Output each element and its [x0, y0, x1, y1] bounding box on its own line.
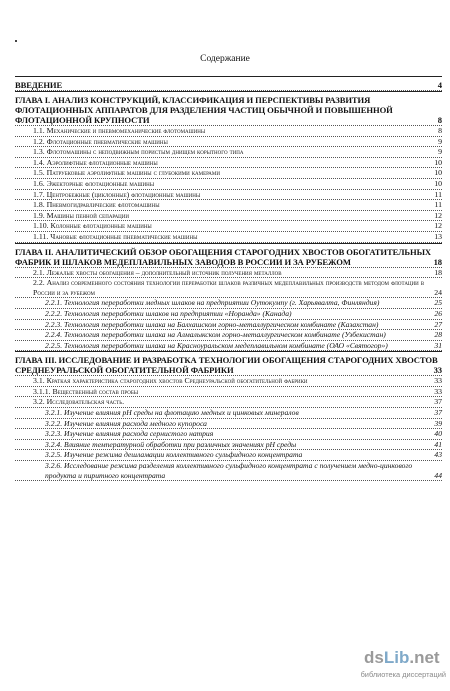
- toc-entry-text: 3.2.6. Исследование режима разделения коллективного сульфидного концентрата с получением медно-цинкового продукта и пиритного концентрата: [45, 461, 413, 480]
- toc-entry-text: 1.8. Пневмогидравлические флотомашины: [33, 200, 160, 210]
- toc-entry-text: 1.1. Механические и пневмомеханические флотомашины: [33, 126, 206, 135]
- toc-page-number: 9: [438, 136, 442, 146]
- toc-page-number: 4: [437, 80, 442, 90]
- watermark-logo: [364, 648, 440, 668]
- toc-page-number: 33: [434, 376, 442, 386]
- toc-entry-text: 2.1. Лежалые хвосты обогащения – дополнительный источник получения металлов: [33, 267, 282, 277]
- toc-page-number: 13: [434, 231, 442, 241]
- toc-page-number: 18: [434, 267, 442, 277]
- toc-page-number: 24: [434, 287, 442, 297]
- toc-subsection-entry[interactable]: [15, 450, 442, 461]
- toc-entry-text: 2.2.5. Технология переработки шлака на Красноуральском медеплавильном комбинате (ОАО «Святогор»): [45, 340, 388, 350]
- toc-page-number: 40: [434, 429, 442, 439]
- toc-entry-text: 1.10. Колонные флотационные машины: [33, 221, 152, 231]
- toc-entry-text: 3.1.1. Вещественный состав пробы: [33, 386, 139, 396]
- toc-page-number: 18: [433, 256, 442, 267]
- toc-section-entry[interactable]: [15, 397, 442, 408]
- toc-page-number: 39: [434, 418, 442, 428]
- toc-page-number: 44: [434, 470, 442, 480]
- toc-entry-text: 1.5. Патрубковые аэролифтные машины с глубокими камерами: [33, 168, 220, 178]
- toc-page-number: 9: [438, 147, 442, 157]
- toc-entry-text: ВВЕДЕНИЕ: [15, 80, 63, 90]
- toc-page-number: 25: [434, 298, 442, 308]
- toc-entry-text: 2.2.1. Технология переработки медных шлаков на предприятии Оутокумпу (г. Харьявалта, Финляндия): [45, 298, 380, 308]
- toc-section-entry[interactable]: [15, 211, 442, 222]
- toc-subsection-entry[interactable]: [15, 440, 442, 451]
- toc-chapter-entry[interactable]: [15, 247, 442, 268]
- toc-entry-text: 3.2.1. Изучение влияния pH среды на флотацию медных и цинковых минералов: [45, 408, 299, 418]
- toc-section-entry[interactable]: [15, 200, 442, 211]
- chapter-rule: [15, 243, 442, 244]
- toc-entry-text: 2.2. Анализ современного состояния технологии переработки шлаков различных медеплавильных производств методом флотации в России и за рубежом: [33, 278, 425, 297]
- toc-entry-text: 1.4. Аэролифтные флотационные машины: [33, 157, 158, 167]
- chapter-rule: [15, 91, 442, 92]
- toc-page-number: 31: [434, 340, 442, 350]
- chapter-rule: [15, 351, 442, 352]
- toc-page-number: 10: [434, 178, 442, 188]
- toc-subsection-entry[interactable]: [15, 461, 442, 481]
- toc-entry-text: 2.2.3. Технология переработки шлака на Балхашском горно-металлургическом комбинате (Казахстан): [45, 319, 379, 329]
- toc-page-number: 41: [434, 439, 442, 449]
- toc-section-entry[interactable]: [15, 158, 442, 169]
- toc-chapter-entry[interactable]: [15, 355, 442, 376]
- toc-entry-text: 2.2.4. Технология переработки шлака на Алмалыкском горно-металлургическом комбинате (Узбекистан): [45, 330, 386, 340]
- toc-subsection-entry[interactable]: [15, 341, 442, 352]
- toc-subsection-entry[interactable]: [15, 320, 442, 331]
- toc-page-number: 10: [434, 157, 442, 167]
- toc-page-number: 43: [434, 450, 442, 460]
- toc-section-entry[interactable]: [15, 376, 442, 387]
- toc-entry-text: 1.9. Машины пенной сепарации: [33, 210, 130, 220]
- toc-section-entry[interactable]: [15, 137, 442, 148]
- toc-entry-text: ГЛАВА III. ИССЛЕДОВАНИЕ И РАЗРАБОТКА ТЕХНОЛОГИИ ОБОГАЩЕНИЯ СТАРОГОДНИХ ХВОСТОВ СРЕДНЕУРАЛЬСКОЙ ОБОГАТИТЕЛЬНОЙ ФАБРИКИ: [15, 355, 438, 376]
- toc-entry-text: 3.1. Краткая характеристика старогодних хвостов Среднеуральской обогатительной фабрики: [33, 376, 308, 386]
- toc-subsection-entry[interactable]: [15, 330, 442, 341]
- toc-page-number: 12: [434, 221, 442, 231]
- toc-page-number: 12: [434, 210, 442, 220]
- toc-section-entry[interactable]: [15, 126, 442, 137]
- toc-page-number: 26: [434, 308, 442, 318]
- toc-entry-text: ГЛАВА II. АНАЛИТИЧЕСКИЙ ОБЗОР ОБОГАЩЕНИЯ СТАРОГОДНИХ ХВОСТОВ ОБОГАТИТЕЛЬНЫХ ФАБРИК И ШЛАКОВ МЕДЕПЛАВИЛЬНЫХ ЗАВОДОВ В РОССИИ И ЗА РУБЕЖОМ: [15, 246, 432, 267]
- toc-subsection-entry[interactable]: [15, 429, 442, 440]
- toc-page-number: 33: [433, 365, 442, 376]
- table-of-contents: [15, 76, 442, 481]
- watermark-logo-lib: Lib: [383, 648, 410, 667]
- toc-entry-text: 1.2. Флотационные пневматические машины: [33, 136, 168, 146]
- toc-chapter-entry[interactable]: [15, 80, 442, 91]
- toc-section-entry[interactable]: [15, 278, 442, 298]
- toc-section-entry[interactable]: [15, 268, 442, 279]
- toc-page-number: 11: [434, 200, 442, 210]
- toc-chapter-entry[interactable]: [15, 95, 442, 126]
- toc-subsection-entry[interactable]: [15, 408, 442, 419]
- toc-entry-text: 1.11. Чановые флотационные пневматические машины: [33, 231, 198, 241]
- toc-subsection-entry[interactable]: [15, 309, 442, 320]
- toc-entry-text: 3.2.2. Изучение влияния расхода медного купороса: [45, 418, 207, 428]
- toc-entry-text: 3.2. Исследовательская часть.: [33, 397, 125, 407]
- toc-page-number: 37: [434, 408, 442, 418]
- toc-section-entry[interactable]: [15, 190, 442, 201]
- toc-page-number: 37: [434, 397, 442, 407]
- toc-section-entry[interactable]: [15, 221, 442, 232]
- toc-entry-text: 1.6. Эжекторные флотационные машины: [33, 178, 155, 188]
- toc-page-number: 33: [434, 386, 442, 396]
- toc-page-number: 28: [434, 330, 442, 340]
- toc-entry-text: 1.3. Флотомашины с неподвижным пористым днищем корытного типа: [33, 147, 244, 157]
- toc-entry-text: ГЛАВА I. АНАЛИЗ КОНСТРУКЦИЙ, КЛАССИФИКАЦИЯ И ПЕРСПЕКТИВЫ РАЗВИТИЯ ФЛОТАЦИОННЫХ АППАРАТОВ ДЛЯ РАЗДЕЛЕНИЯ ЧАСТИЦ ОБЫЧНОЙ И ПОВЫШЕННОЙ ФЛОТАЦИОННОЙ КРУПНОСТИ: [15, 95, 393, 125]
- toc-entry-text: 3.2.4. Влияние температурной обработки при различных значениях pH среды: [45, 439, 297, 449]
- toc-entry-text: 3.2.3. Изучение влияния расхода сернистого натрия: [45, 429, 214, 439]
- toc-page-number: 10: [434, 168, 442, 178]
- toc-top-rule: [15, 76, 442, 77]
- toc-section-entry[interactable]: [15, 168, 442, 179]
- toc-section-entry[interactable]: [15, 387, 442, 398]
- watermark: [344, 648, 446, 686]
- toc-entry-text: 3.2.5. Изучение режима дешламации коллективного сульфидного концентрата: [45, 450, 303, 460]
- toc-page-number: 8: [437, 115, 442, 125]
- toc-section-entry[interactable]: [15, 232, 442, 243]
- toc-subsection-entry[interactable]: [15, 298, 442, 309]
- page-title: Содержание: [200, 54, 250, 64]
- toc-page-number: 8: [438, 126, 442, 135]
- watermark-subtitle: библиотека диссертаций: [360, 670, 446, 679]
- toc-section-entry[interactable]: [15, 179, 442, 190]
- toc-page-number: 11: [434, 189, 442, 199]
- toc-entry-text: 1.7. Центробежные (циклонные) флотационные машины: [33, 189, 201, 199]
- watermark-logo-net: .net: [409, 648, 440, 667]
- scan-speck: [15, 40, 17, 42]
- toc-section-entry[interactable]: [15, 147, 442, 158]
- toc-entry-text: 2.2.2. Технология переработки шлаков на предприятии «Норанда» (Канада): [45, 308, 292, 318]
- toc-page-number: 27: [434, 319, 442, 329]
- watermark-logo-ds: ds: [364, 648, 384, 667]
- toc-subsection-entry[interactable]: [15, 419, 442, 430]
